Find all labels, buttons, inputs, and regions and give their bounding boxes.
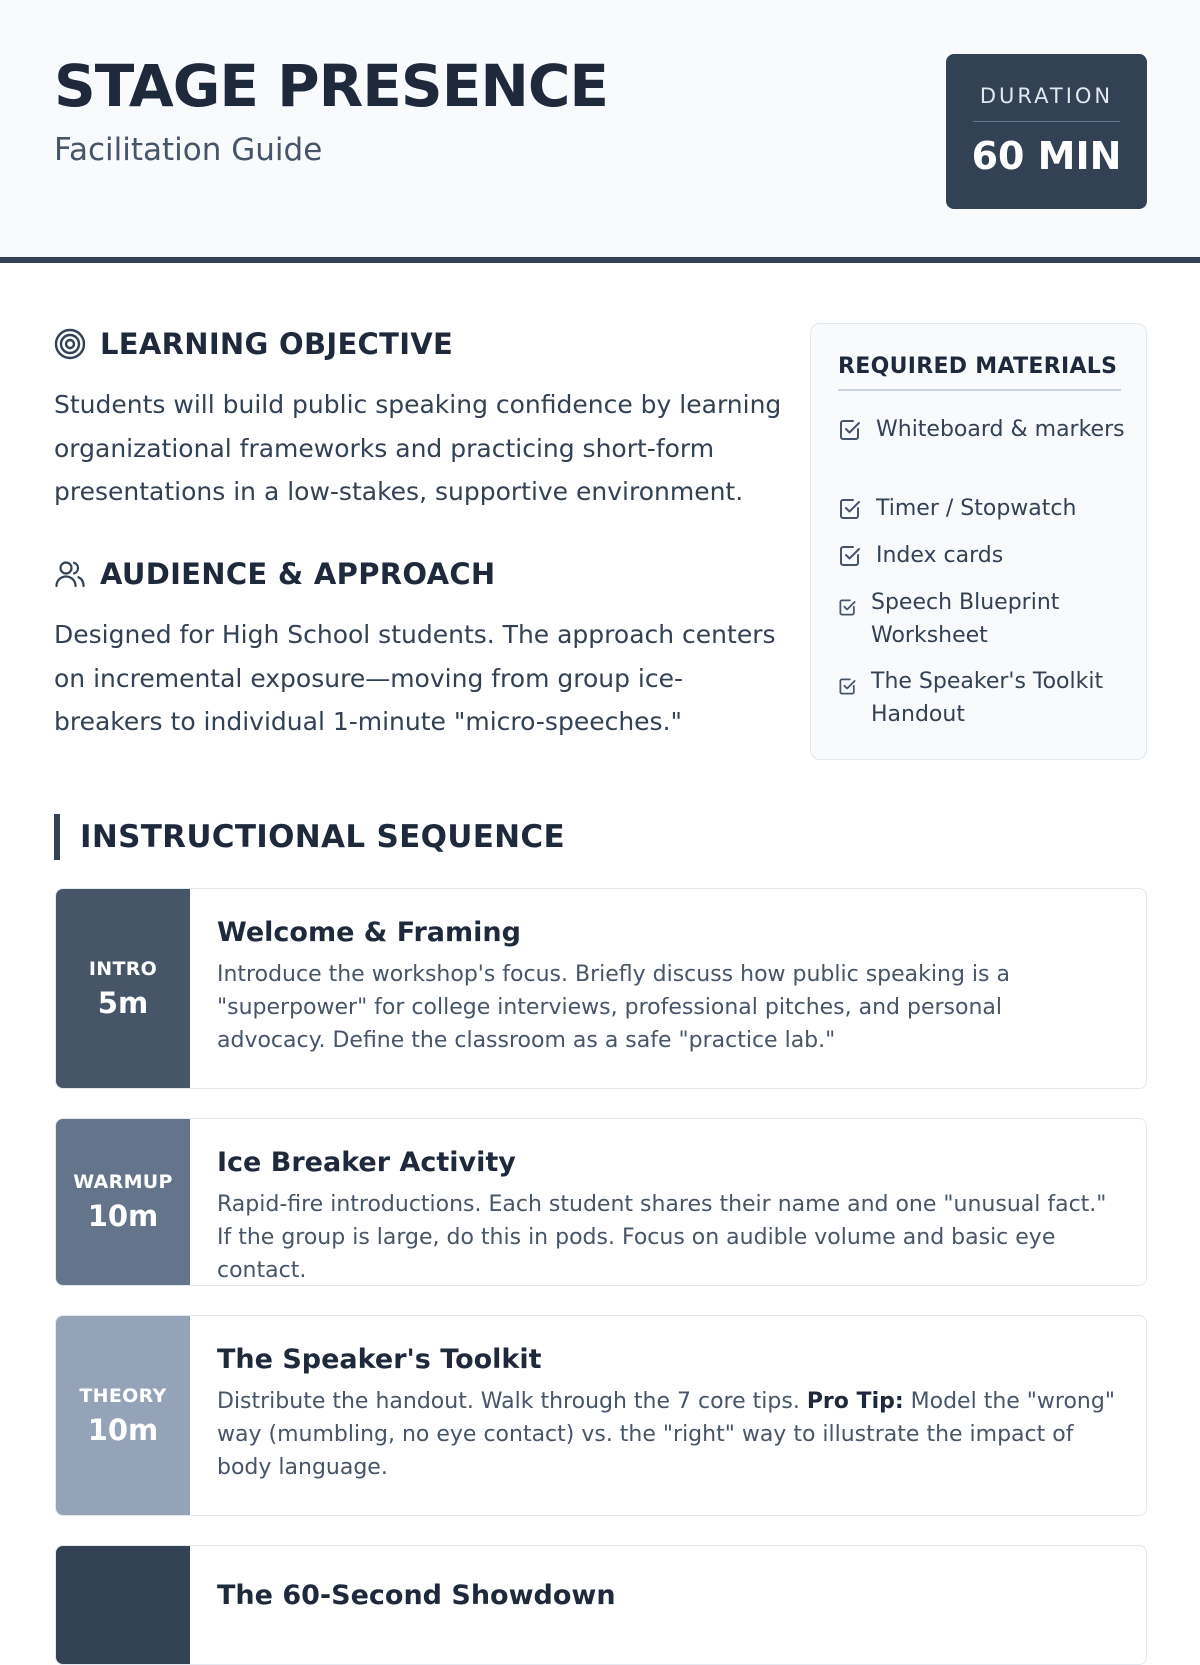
objective-heading-row	[54, 324, 453, 364]
step-duration: 5m	[97, 985, 149, 1020]
step-title: The 60-Second Showdown	[217, 1580, 616, 1611]
step-tag	[56, 1119, 190, 1285]
material-item	[838, 413, 1128, 452]
page-subtitle: Facilitation Guide	[54, 132, 323, 168]
step-tag	[56, 889, 190, 1088]
step-description: Introduce the workshop's focus. Briefly discuss how public speaking is a "superpower" for college interviews, professional pitches, and personal advocacy. Define the classroom as a safe "practice lab."	[217, 962, 1010, 1053]
material-label: Speech Blueprint Worksheet	[871, 590, 1060, 648]
users-icon	[54, 558, 86, 590]
audience-heading-row	[54, 554, 495, 594]
step-phase: THEORY	[79, 1384, 167, 1407]
step-tag	[56, 1546, 190, 1664]
checkbox-icon	[838, 418, 862, 452]
audience-heading: AUDIENCE & APPROACH	[100, 557, 496, 591]
checkbox-icon	[838, 497, 862, 531]
step-duration: 10m	[87, 1199, 159, 1233]
duration-badge	[946, 54, 1147, 209]
materials-panel	[810, 323, 1147, 760]
duration-divider	[973, 121, 1120, 122]
material-item	[838, 539, 1128, 578]
duration-label: DURATION	[979, 84, 1114, 108]
sequence-step-intro	[55, 888, 1147, 1089]
checkbox-icon	[838, 544, 862, 578]
step-description-end: Model the "wrong" way (mumbling, no eye contact) vs. the "right" way to illustrate the impact of body language.	[217, 1389, 1115, 1480]
duration-value: 60 MIN	[971, 134, 1122, 178]
step-title: The Speaker's Toolkit	[217, 1344, 542, 1375]
pro-tip-label: Pro Tip:	[806, 1389, 904, 1414]
material-label: Index cards	[876, 543, 1004, 568]
checkbox-icon	[838, 673, 857, 706]
page-header	[0, 0, 1200, 263]
objective-text: Students will build public speaking confidence by learning organizational frameworks and practicing short-form presentations in a low-stakes, supportive environment.	[54, 390, 782, 506]
material-item	[838, 492, 1128, 531]
page-title: STAGE PRESENCE	[54, 52, 609, 120]
step-phase: WARMUP	[73, 1171, 173, 1193]
target-icon	[54, 328, 86, 360]
step-description	[217, 1385, 1116, 1484]
sequence-step-warmup	[55, 1118, 1147, 1286]
sequence-step-showdown	[55, 1545, 1147, 1665]
material-label: Timer / Stopwatch	[876, 496, 1077, 521]
checkbox-icon	[838, 594, 857, 627]
sequence-step-theory	[55, 1315, 1147, 1516]
step-description: Rapid-fire introductions. Each student shares their name and one "unusual fact." If the group is large, do this in pods. Focus on audible volume and basic eye contact.	[217, 1192, 1107, 1283]
objective-heading: LEARNING OBJECTIVE	[100, 327, 454, 361]
sequence-heading: INSTRUCTIONAL SEQUENCE	[54, 814, 565, 860]
step-title: Welcome & Framing	[217, 917, 521, 948]
step-title: Ice Breaker Activity	[217, 1147, 516, 1178]
step-phase: INTRO	[88, 957, 158, 980]
material-label: The Speaker's Toolkit Handout	[871, 669, 1104, 727]
step-duration: 10m	[87, 1412, 159, 1447]
audience-text: Designed for High School students. The approach centers on incremental exposure—moving from group ice-breakers to individual 1-minute "micro-speeches."	[54, 620, 776, 736]
material-label: Whiteboard & markers	[876, 417, 1125, 442]
material-item	[838, 586, 1128, 652]
materials-title: REQUIRED MATERIALS	[838, 354, 1121, 391]
step-description-start: Distribute the handout. Walk through the 7 core tips.	[217, 1389, 807, 1414]
material-item	[838, 665, 1128, 731]
step-tag	[56, 1316, 190, 1515]
